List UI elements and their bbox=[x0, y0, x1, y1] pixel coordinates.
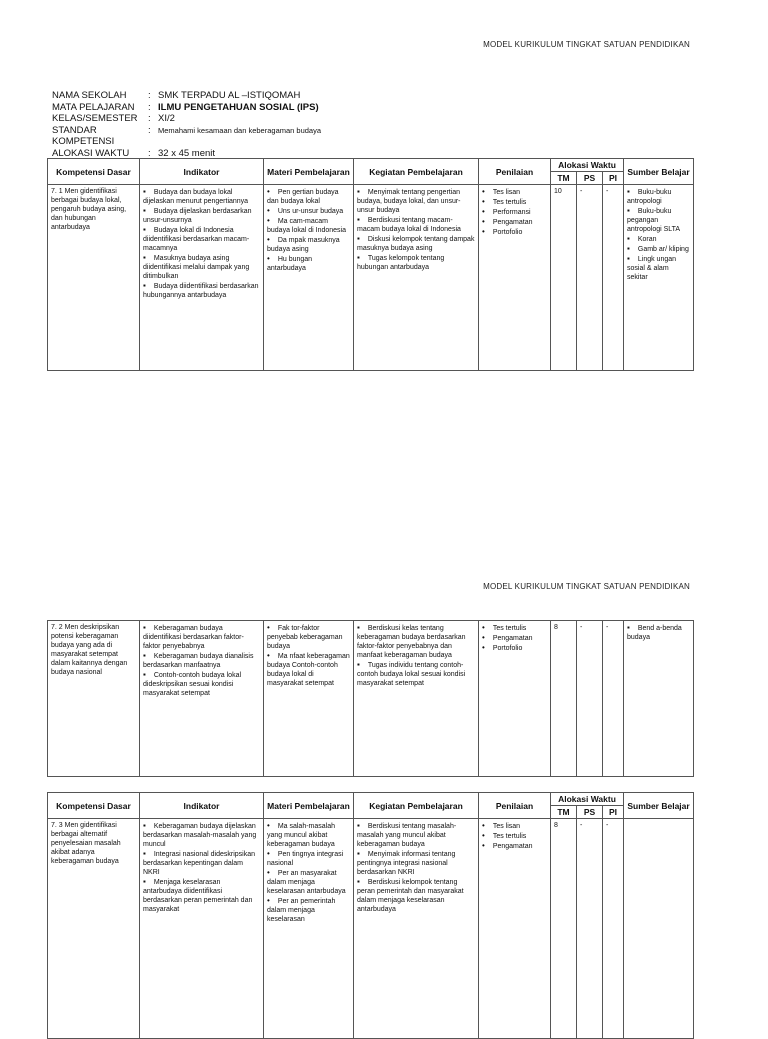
indikator-cell bbox=[140, 185, 264, 371]
page-header-2: MODEL KURIKULUM TINGKAT SATUAN PENDIDIKAN bbox=[483, 582, 690, 591]
materi-cell bbox=[264, 185, 354, 371]
list-item: ▪ Contoh-contoh budaya lokal dideskripsikan sesuai kondisi masyarakat setempat bbox=[143, 670, 260, 698]
meta-label: KELAS/SEMESTER bbox=[52, 113, 138, 124]
list-item: • Portofolio bbox=[482, 643, 547, 653]
meta-row-time: ALOKASI WAKTU : 32 x 45 menit bbox=[52, 147, 216, 159]
list-item: ▪ Integrasi nasional dideskripsikan berdasarkan kepentingan dalam NKRI bbox=[143, 849, 260, 877]
tm-cell: 8 bbox=[551, 621, 577, 777]
col-tm: TM bbox=[551, 806, 577, 819]
list-item: • Pengamatan bbox=[482, 633, 547, 643]
sumber-cell bbox=[624, 185, 694, 371]
meta-value: 32 x 45 menit bbox=[158, 147, 216, 159]
list-item: • Pengamatan bbox=[482, 217, 547, 227]
pi-cell: - bbox=[603, 185, 624, 371]
list-item: • Hu bungan antarbudaya bbox=[267, 254, 350, 273]
table-header-row bbox=[48, 793, 694, 806]
page-header-1: MODEL KURIKULUM TINGKAT SATUAN PENDIDIKAN bbox=[483, 40, 690, 49]
ps-cell: - bbox=[577, 185, 603, 371]
col-penilaian: Penilaian bbox=[479, 793, 551, 819]
list-item: ▪ Budaya dijelaskan berdasarkan unsur-unsurnya bbox=[143, 206, 260, 225]
list-item: ▪ Diskusi kelompok tentang dampak masuknya budaya asing bbox=[357, 234, 475, 253]
pi-cell: - bbox=[603, 819, 624, 1039]
ps-cell: - bbox=[577, 819, 603, 1039]
meta-row-standard: STANDAR KOMPETENSI : Memahami kesamaan dan keberagaman budaya bbox=[52, 124, 322, 147]
col-kegiatan: Kegiatan Pembelajaran bbox=[354, 793, 479, 819]
sumber-cell bbox=[624, 819, 694, 1039]
syllabus-table-1 bbox=[47, 158, 694, 371]
table-row bbox=[48, 621, 694, 777]
meta-row-class: KELAS/SEMESTER : XI/2 bbox=[52, 113, 175, 124]
document-metadata bbox=[52, 90, 321, 159]
list-item: ▪ Keberagaman budaya dianalisis berdasarkan manfaatnya bbox=[143, 651, 260, 670]
list-item: • Tes lisan bbox=[482, 187, 547, 197]
col-kd: Kompetensi Dasar bbox=[48, 793, 140, 819]
kd-cell: 7. 1 Men gidentifikasi berbagai budaya lokal, pengaruh budaya asing, dan hubungan antarbudaya bbox=[48, 185, 140, 371]
list-item: ▪ Berdiskusi tentang masalah-masalah yang muncul akibat keberagaman budaya bbox=[357, 821, 475, 849]
meta-value: SMK TERPADU AL –ISTIQOMAH bbox=[158, 90, 301, 101]
kd-cell: 7. 2 Men deskripsikan potensi keberagaman budaya yang ada di masyarakat setempat dalam kaitannya dengan budaya nasional bbox=[48, 621, 140, 777]
list-item: • Pen tingnya integrasi nasional bbox=[267, 849, 350, 868]
list-item: ▪ Tugas kelompok tentang hubungan antarbudaya bbox=[357, 253, 475, 272]
meta-label: MATA PELAJARAN bbox=[52, 101, 135, 113]
col-penilaian: Penilaian bbox=[479, 159, 551, 185]
table-row bbox=[48, 819, 694, 1039]
list-item: • Portofolio bbox=[482, 227, 547, 237]
materi-cell bbox=[264, 819, 354, 1039]
col-alokasi: Alokasi Waktu bbox=[551, 793, 624, 806]
col-sumber: Sumber Belajar bbox=[624, 793, 694, 819]
list-item: • Da mpak masuknya budaya asing bbox=[267, 235, 350, 254]
list-item: ▪ Bend a-benda budaya bbox=[627, 623, 690, 642]
materi-cell bbox=[264, 621, 354, 777]
syllabus-table-3 bbox=[47, 792, 694, 1039]
list-item: ▪ Buku-buku antropologi bbox=[627, 187, 690, 206]
kegiatan-cell bbox=[354, 819, 479, 1039]
meta-row-subject: MATA PELAJARAN : ILMU PENGETAHUAN SOSIAL (IPS) bbox=[52, 101, 319, 113]
meta-label: STANDAR KOMPETENSI bbox=[52, 124, 115, 147]
list-item: ▪ Budaya dan budaya lokal dijelaskan menurut pengertiannya bbox=[143, 187, 260, 206]
list-item: • Ma nfaat keberagaman budaya Contoh-contoh budaya lokal di masyarakat setempat bbox=[267, 651, 350, 688]
kegiatan-cell bbox=[354, 185, 479, 371]
pi-cell: - bbox=[603, 621, 624, 777]
col-tm: TM bbox=[551, 172, 577, 185]
list-item: ▪ Tugas individu tentang contoh-contoh budaya lokal sesuai kondisi masyarakat setempat bbox=[357, 660, 475, 688]
indikator-cell bbox=[140, 621, 264, 777]
list-item: ▪ Budaya diidentifikasi berdasarkan hubungannya antarbudaya bbox=[143, 281, 260, 300]
meta-value: ILMU PENGETAHUAN SOSIAL (IPS) bbox=[158, 101, 319, 113]
col-materi: Materi Pembelajaran bbox=[264, 159, 354, 185]
list-item: ▪ Menyimak tentang pengertian budaya, budaya lokal, dan unsur-unsur budaya bbox=[357, 187, 475, 215]
list-item: • Ma salah-masalah yang muncul akibat keberagaman budaya bbox=[267, 821, 350, 849]
tm-cell: 8 bbox=[551, 819, 577, 1039]
syllabus-table-2 bbox=[47, 620, 694, 777]
penilaian-cell bbox=[479, 621, 551, 777]
list-item: • Tes tertulis bbox=[482, 623, 547, 633]
col-pi: PI bbox=[603, 806, 624, 819]
kegiatan-cell bbox=[354, 621, 479, 777]
list-item: • Per an pemerintah dalam menjaga keselarasan bbox=[267, 896, 350, 924]
list-item: ▪ Keberagaman budaya dijelaskan berdasarkan masalah-masalah yang muncul bbox=[143, 821, 260, 849]
col-materi: Materi Pembelajaran bbox=[264, 793, 354, 819]
ps-cell: - bbox=[577, 621, 603, 777]
meta-value: XI/2 bbox=[158, 113, 175, 124]
col-ps: PS bbox=[577, 172, 603, 185]
col-sumber: Sumber Belajar bbox=[624, 159, 694, 185]
list-item: • Fak tor-faktor penyebab keberagaman budaya bbox=[267, 623, 350, 651]
list-item: ▪ Gamb ar/ kliping bbox=[627, 244, 690, 254]
list-item: ▪ Lingk ungan sosial & alam sekitar bbox=[627, 254, 690, 282]
list-item: ▪ Menyimak informasi tentang pentingnya integrasi nasional berdasarkan NKRI bbox=[357, 849, 475, 877]
list-item: ▪ Koran bbox=[627, 234, 690, 244]
sumber-cell bbox=[624, 621, 694, 777]
col-indikator: Indikator bbox=[140, 793, 264, 819]
col-indikator: Indikator bbox=[140, 159, 264, 185]
col-kd: Kompetensi Dasar bbox=[48, 159, 140, 185]
list-item: ▪ Masuknya budaya asing diidentifikasi melalui dampak yang ditimbulkan bbox=[143, 253, 260, 281]
col-alokasi: Alokasi Waktu bbox=[551, 159, 624, 172]
list-item: • Pengamatan bbox=[482, 841, 547, 851]
meta-label: ALOKASI WAKTU bbox=[52, 147, 130, 159]
list-item: ▪ Budaya lokal di Indonesia diidentifikasi berdasarkan macam-macamnya bbox=[143, 225, 260, 253]
col-ps: PS bbox=[577, 806, 603, 819]
list-item: ▪ Buku-buku pegangan antropologi SLTA bbox=[627, 206, 690, 234]
list-item: • Ma cam-macam budaya lokal di Indonesia bbox=[267, 216, 350, 235]
list-item: • Pen gertian budaya dan budaya lokal bbox=[267, 187, 350, 206]
penilaian-cell bbox=[479, 819, 551, 1039]
table-row bbox=[48, 185, 694, 371]
col-pi: PI bbox=[603, 172, 624, 185]
meta-label: NAMA SEKOLAH bbox=[52, 90, 127, 101]
list-item: ▪ Keberagaman budaya diidentifikasi berdasarkan faktor-faktor penyebabnya bbox=[143, 623, 260, 651]
list-item: • Performansi bbox=[482, 207, 547, 217]
list-item: • Tes tertulis bbox=[482, 831, 547, 841]
list-item: • Tes tertulis bbox=[482, 197, 547, 207]
meta-value: Memahami kesamaan dan keberagaman budaya bbox=[158, 125, 322, 135]
kd-cell: 7. 3 Men gidentifikasi berbagai alternatif penyelesaian masalah akibat adanya keberagaman budaya bbox=[48, 819, 140, 1039]
indikator-cell bbox=[140, 819, 264, 1039]
list-item: ▪ Berdiskusi tentang macam-macam budaya lokal di Indonesia bbox=[357, 215, 475, 234]
meta-row-school: NAMA SEKOLAH : SMK TERPADU AL –ISTIQOMAH bbox=[52, 90, 301, 101]
col-kegiatan: Kegiatan Pembelajaran bbox=[354, 159, 479, 185]
table-header-row bbox=[48, 159, 694, 172]
list-item: ▪ Menjaga keselarasan antarbudaya diidentifikasi berdasarkan peran pemerintah dan masyarakat bbox=[143, 877, 260, 914]
list-item: ▪ Berdiskusi kelompok tentang peran pemerintah dan masyarakat dalam menjaga keselarasan antarbudaya bbox=[357, 877, 475, 914]
list-item: ▪ Berdiskusi kelas tentang keberagaman budaya berdasarkan faktor-faktor penyebabnya dan manfaat keberagaman budaya bbox=[357, 623, 475, 660]
list-item: • Per an masyarakat dalam menjaga keselarasan antarbudaya bbox=[267, 868, 350, 896]
tm-cell: 10 bbox=[551, 185, 577, 371]
list-item: • Tes lisan bbox=[482, 821, 547, 831]
penilaian-cell bbox=[479, 185, 551, 371]
list-item: • Uns ur-unsur budaya bbox=[267, 206, 350, 216]
